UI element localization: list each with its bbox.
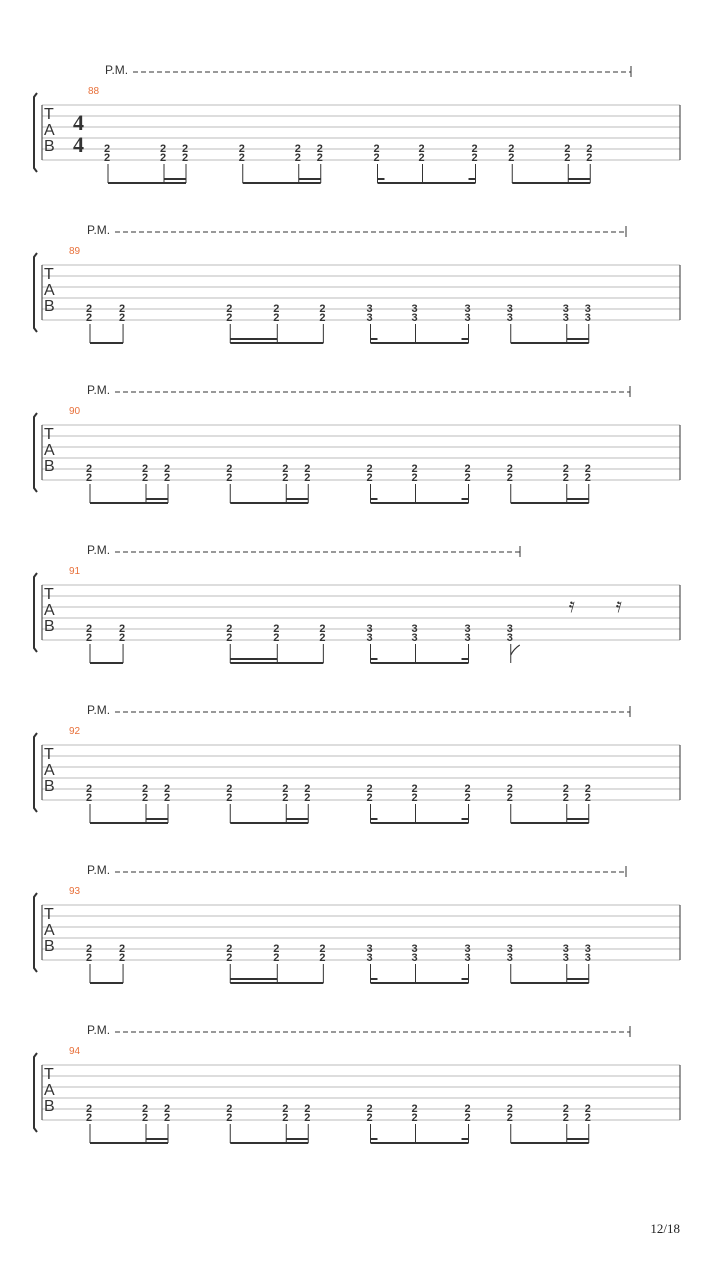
time-signature-top: 4 (73, 110, 84, 135)
fret-number: 3 (584, 952, 591, 964)
fret-number: 2 (506, 472, 513, 484)
fret-number: 2 (319, 312, 326, 324)
system-bracket (34, 1053, 37, 1132)
fret-number: 3 (411, 943, 418, 955)
tab-system-91 (34, 543, 680, 663)
fret-number: 2 (119, 623, 126, 635)
fret-number: 2 (182, 143, 189, 155)
fret-number: 3 (506, 303, 513, 315)
fret-number: 2 (282, 472, 289, 484)
fret-number: 2 (294, 143, 301, 155)
fret-number: 3 (506, 312, 513, 324)
fret-number: 2 (226, 303, 233, 315)
tab-clef-letter: B (44, 138, 55, 155)
tab-system-94 (34, 1023, 680, 1143)
fret-number: 2 (226, 783, 233, 795)
fret-number: 3 (464, 312, 471, 324)
fret-number: 2 (164, 463, 171, 475)
fret-number: 2 (86, 1103, 93, 1115)
fret-number: 2 (238, 143, 245, 155)
fret-number: 2 (119, 952, 126, 964)
fret-number: 2 (464, 792, 471, 804)
fret-number: 2 (164, 472, 171, 484)
fret-number: 2 (142, 463, 149, 475)
fret-number: 2 (319, 623, 326, 635)
fret-number: 3 (366, 312, 373, 324)
fret-number: 3 (506, 623, 513, 635)
measure-number: 91 (69, 566, 81, 577)
fret-number: 3 (584, 943, 591, 955)
palm-mute-label: P.M. (87, 863, 111, 877)
tab-clef-letter: T (44, 426, 54, 443)
fret-number: 3 (464, 943, 471, 955)
tab-system-88 (34, 63, 680, 183)
fret-number: 2 (164, 792, 171, 804)
fret-number: 2 (411, 1103, 418, 1115)
fret-number: 2 (86, 472, 93, 484)
fret-number: 2 (316, 143, 323, 155)
fret-number: 2 (304, 792, 311, 804)
fret-number: 2 (86, 312, 93, 324)
fret-number: 2 (411, 472, 418, 484)
fret-number: 2 (418, 143, 425, 155)
fret-number: 2 (586, 143, 593, 155)
fret-number: 3 (506, 952, 513, 964)
fret-number: 2 (464, 1103, 471, 1115)
fret-number: 2 (564, 152, 571, 164)
fret-number: 2 (584, 1103, 591, 1115)
fret-number: 2 (226, 952, 233, 964)
fret-number: 2 (319, 632, 326, 644)
tab-clef-letter: T (44, 906, 54, 923)
fret-number: 2 (366, 792, 373, 804)
tab-clef-letter: B (44, 618, 55, 635)
tab-clef-letter: T (44, 586, 54, 603)
fret-number: 2 (282, 792, 289, 804)
tab-clef-letter: A (44, 442, 55, 459)
fret-number: 2 (319, 303, 326, 315)
tab-clef-letter: T (44, 746, 54, 763)
fret-number: 2 (562, 783, 569, 795)
fret-number: 3 (506, 943, 513, 955)
fret-number: 2 (471, 143, 478, 155)
fret-number: 3 (366, 943, 373, 955)
fret-number: 3 (411, 303, 418, 315)
tab-clef-letter: B (44, 1098, 55, 1115)
tab-system-93 (34, 863, 680, 983)
system-bracket (34, 893, 37, 972)
fret-number: 3 (366, 303, 373, 315)
fret-number: 2 (506, 1112, 513, 1124)
tab-clef-letter: A (44, 1082, 55, 1099)
fret-number: 2 (584, 783, 591, 795)
fret-number: 3 (562, 312, 569, 324)
fret-number: 2 (142, 472, 149, 484)
fret-number: 2 (86, 632, 93, 644)
system-bracket (34, 253, 37, 332)
fret-number: 3 (411, 632, 418, 644)
fret-number: 3 (411, 952, 418, 964)
fret-number: 3 (584, 303, 591, 315)
tab-clef-letter: A (44, 762, 55, 779)
measure-number: 93 (69, 886, 81, 897)
fret-number: 2 (506, 783, 513, 795)
fret-number: 2 (508, 143, 515, 155)
fret-number: 2 (508, 152, 515, 164)
fret-number: 3 (366, 632, 373, 644)
tab-clef-letter: B (44, 298, 55, 315)
fret-number: 2 (366, 463, 373, 475)
fret-number: 3 (464, 623, 471, 635)
palm-mute-label: P.M. (87, 1023, 111, 1037)
fret-number: 2 (164, 783, 171, 795)
fret-number: 2 (464, 463, 471, 475)
fret-number: 2 (104, 143, 111, 155)
fret-number: 2 (142, 792, 149, 804)
fret-number: 2 (86, 792, 93, 804)
fret-number: 2 (373, 152, 380, 164)
tab-clef-letter: B (44, 778, 55, 795)
fret-number: 3 (464, 632, 471, 644)
fret-number: 2 (160, 152, 167, 164)
fret-number: 3 (562, 952, 569, 964)
tab-clef-letter: A (44, 602, 55, 619)
measure-number: 88 (88, 86, 100, 97)
fret-number: 2 (562, 1112, 569, 1124)
fret-number: 2 (506, 1103, 513, 1115)
fret-number: 2 (366, 1103, 373, 1115)
tab-clef-letter: T (44, 106, 54, 123)
fret-number: 2 (273, 952, 280, 964)
system-bracket (34, 93, 37, 172)
system-bracket (34, 413, 37, 492)
fret-number: 2 (294, 152, 301, 164)
fret-number: 2 (119, 632, 126, 644)
sixteenth-rest: 𝄿 (615, 595, 622, 617)
measure-number: 90 (69, 406, 81, 417)
fret-number: 2 (273, 943, 280, 955)
fret-number: 2 (584, 1112, 591, 1124)
fret-number: 2 (366, 783, 373, 795)
fret-number: 2 (86, 952, 93, 964)
fret-number: 3 (464, 303, 471, 315)
fret-number: 2 (319, 952, 326, 964)
fret-number: 2 (304, 1103, 311, 1115)
tab-clef-letter: T (44, 1066, 54, 1083)
fret-number: 2 (282, 1112, 289, 1124)
fret-number: 2 (584, 463, 591, 475)
fret-number: 2 (411, 792, 418, 804)
fret-number: 2 (304, 783, 311, 795)
fret-number: 3 (366, 623, 373, 635)
fret-number: 3 (366, 952, 373, 964)
page-number: 12/18 (650, 1221, 680, 1236)
tab-clef-letter: A (44, 122, 55, 139)
fret-number: 2 (471, 152, 478, 164)
fret-number: 2 (282, 463, 289, 475)
fret-number: 2 (86, 463, 93, 475)
fret-number: 2 (86, 943, 93, 955)
tab-clef-letter: B (44, 458, 55, 475)
fret-number: 2 (366, 472, 373, 484)
tab-clef-letter: A (44, 922, 55, 939)
fret-number: 2 (226, 792, 233, 804)
tab-system-89 (34, 223, 680, 343)
sixteenth-rest: 𝄿 (568, 595, 575, 617)
fret-number: 2 (273, 303, 280, 315)
measure-number: 94 (69, 1046, 81, 1057)
fret-number: 2 (160, 143, 167, 155)
fret-number: 2 (304, 1112, 311, 1124)
fret-number: 2 (304, 472, 311, 484)
palm-mute-label: P.M. (87, 703, 111, 717)
tab-clef-letter: A (44, 282, 55, 299)
fret-number: 2 (86, 1112, 93, 1124)
fret-number: 3 (506, 632, 513, 644)
fret-number: 2 (316, 152, 323, 164)
fret-number: 2 (273, 632, 280, 644)
fret-number: 2 (304, 463, 311, 475)
fret-number: 2 (562, 1103, 569, 1115)
fret-number: 3 (411, 312, 418, 324)
tab-system-92 (34, 703, 680, 823)
fret-number: 2 (273, 312, 280, 324)
tab-clef-letter: T (44, 266, 54, 283)
system-bracket (34, 733, 37, 812)
measure-number: 92 (69, 726, 81, 737)
fret-number: 2 (282, 783, 289, 795)
fret-number: 2 (238, 152, 245, 164)
fret-number: 2 (226, 463, 233, 475)
fret-number: 2 (226, 943, 233, 955)
fret-number: 2 (119, 943, 126, 955)
system-bracket (34, 573, 37, 652)
fret-number: 3 (562, 943, 569, 955)
note-flag (511, 645, 520, 655)
fret-number: 3 (411, 623, 418, 635)
fret-number: 2 (119, 303, 126, 315)
fret-number: 2 (411, 1112, 418, 1124)
palm-mute-label: P.M. (87, 383, 111, 397)
fret-number: 2 (562, 792, 569, 804)
fret-number: 2 (226, 1112, 233, 1124)
fret-number: 2 (182, 152, 189, 164)
fret-number: 2 (366, 1112, 373, 1124)
fret-number: 2 (273, 623, 280, 635)
fret-number: 2 (86, 623, 93, 635)
fret-number: 2 (411, 783, 418, 795)
fret-number: 2 (562, 472, 569, 484)
palm-mute-label: P.M. (105, 63, 129, 77)
fret-number: 2 (564, 143, 571, 155)
fret-number: 2 (119, 312, 126, 324)
fret-number: 2 (86, 783, 93, 795)
fret-number: 2 (226, 623, 233, 635)
fret-number: 2 (584, 792, 591, 804)
fret-number: 2 (586, 152, 593, 164)
fret-number: 3 (584, 312, 591, 324)
fret-number: 2 (418, 152, 425, 164)
fret-number: 2 (226, 472, 233, 484)
fret-number: 2 (164, 1112, 171, 1124)
fret-number: 2 (464, 472, 471, 484)
fret-number: 2 (226, 1103, 233, 1115)
fret-number: 2 (142, 1112, 149, 1124)
fret-number: 2 (584, 472, 591, 484)
fret-number: 2 (282, 1103, 289, 1115)
fret-number: 2 (319, 943, 326, 955)
fret-number: 2 (562, 463, 569, 475)
fret-number: 2 (506, 463, 513, 475)
fret-number: 3 (562, 303, 569, 315)
fret-number: 2 (104, 152, 111, 164)
fret-number: 2 (86, 303, 93, 315)
tab-system-90 (34, 383, 680, 503)
palm-mute-label: P.M. (87, 543, 111, 557)
palm-mute-label: P.M. (87, 223, 111, 237)
time-signature-bottom: 4 (73, 132, 84, 157)
fret-number: 2 (226, 312, 233, 324)
fret-number: 2 (464, 1112, 471, 1124)
fret-number: 2 (142, 783, 149, 795)
fret-number: 2 (142, 1103, 149, 1115)
fret-number: 2 (411, 463, 418, 475)
fret-number: 2 (373, 143, 380, 155)
fret-number: 3 (464, 952, 471, 964)
tab-clef-letter: B (44, 938, 55, 955)
fret-number: 2 (164, 1103, 171, 1115)
fret-number: 2 (506, 792, 513, 804)
fret-number: 2 (226, 632, 233, 644)
fret-number: 2 (464, 783, 471, 795)
measure-number: 89 (69, 246, 81, 257)
